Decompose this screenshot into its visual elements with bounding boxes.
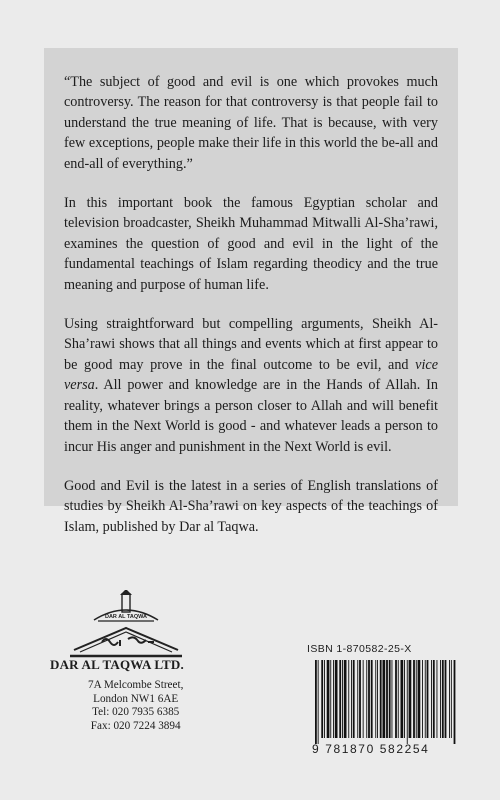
barcode-bar [454, 660, 456, 744]
barcode-bar [407, 660, 408, 744]
barcode-bar [363, 660, 364, 738]
quote-paragraph: “The subject of good and evil is one which provokes much controversy. The reason for that controversy is that people fail to understand the true meaning of life. That is because, with very few exceptions, people make their life in this world the be-all and end-all of everything.” [64, 74, 438, 172]
barcode-bar [353, 660, 355, 738]
barcode-bar [401, 660, 404, 738]
barcode-bar [449, 660, 450, 738]
barcode-bar [398, 660, 399, 738]
barcode-bar [327, 660, 330, 738]
barcode-bar [404, 660, 405, 738]
barcode [313, 660, 458, 745]
barcode-bar [451, 660, 452, 738]
barcode-bar [339, 660, 341, 738]
barcode-bar [351, 660, 352, 738]
barcode-bar [321, 660, 323, 738]
address-line: London NW1 6AE [93, 692, 179, 705]
isbn-label: ISBN 1-870582-25-X [307, 643, 412, 655]
barcode-bar [442, 660, 444, 738]
telephone: Tel: 020 7935 6385 [92, 706, 180, 719]
barcode-bar [366, 660, 367, 738]
barcode-bar [425, 660, 426, 738]
barcode-bar [413, 660, 415, 738]
fax: Fax: 020 7224 3894 [90, 719, 181, 732]
publisher-logo [58, 590, 198, 660]
argument-text-start: Using straightforward but compelling arguments, Sheikh Al-Sha’rawi shows that all things and events which at first appear to be good may prove in the final outcome to be evil, and [64, 316, 438, 373]
barcode-bar [324, 660, 325, 738]
barcode-digits: 9 781870 582254 [312, 742, 430, 756]
barcode-bar [392, 660, 393, 738]
barcode-bar [357, 660, 358, 738]
barcode-bar [342, 660, 343, 738]
barcode-bar [416, 660, 417, 738]
barcode-bar [335, 660, 338, 738]
barcode-bar [380, 660, 382, 738]
argument-text-end: . All power and knowledge are in the Hands of Allah. In reality, whatever brings a person closer to Allah and will benefit them in the Next World is good - and whatever leads a person to incur His anger and punishment in the Next World is evil. [64, 377, 438, 455]
logo-label: DAR AL TAQWA [104, 614, 148, 620]
barcode-bar [409, 660, 412, 738]
barcode-bar [318, 660, 319, 744]
argument-italic-text: vice versa [64, 356, 438, 394]
barcode-bar [389, 660, 391, 738]
address-line: 7A Melcombe Street, [88, 679, 184, 691]
barcode-bar [445, 660, 447, 738]
barcode-bar [330, 660, 331, 738]
barcode-bar [344, 660, 347, 738]
intro-paragraph: In this important book the famous Egyptian scholar and television broadcaster, Sheikh Muhammad Mitwalli Al-Sha’rawi, examines the question of good and evil in the light of the fundamental teachings of Islam regarding theodicy and the true meaning and purpose of human life. [64, 195, 438, 293]
argument-paragraph [64, 314, 438, 457]
barcode-bar [333, 660, 334, 738]
barcode-bar [371, 660, 373, 738]
barcode-bar [427, 660, 429, 738]
barcode-bar [418, 660, 421, 738]
description-panel [44, 48, 458, 535]
series-note-paragraph: Good and Evil is the latest in a series of English translations of studies by Sheikh Al-Sha’rawi on key aspects of the teachings of Islam, published by Dar al Taqwa. [64, 477, 438, 535]
barcode-bar [433, 660, 435, 738]
barcode-bar [395, 660, 397, 738]
barcode-bar [431, 660, 432, 738]
publisher-name: DAR AL TAQWA LTD. [50, 657, 184, 672]
barcode-bar [348, 660, 349, 738]
barcode-bar [377, 660, 378, 738]
barcode-bar [422, 660, 423, 738]
barcode-bar [437, 660, 438, 738]
barcode-bar [368, 660, 370, 738]
barcode-bar [440, 660, 441, 738]
barcode-bar [375, 660, 376, 738]
publisher-address [88, 679, 183, 733]
barcode-bar [315, 660, 317, 744]
barcode-bar [386, 660, 388, 738]
barcode-bar [359, 660, 361, 738]
barcode-bar [383, 660, 386, 738]
